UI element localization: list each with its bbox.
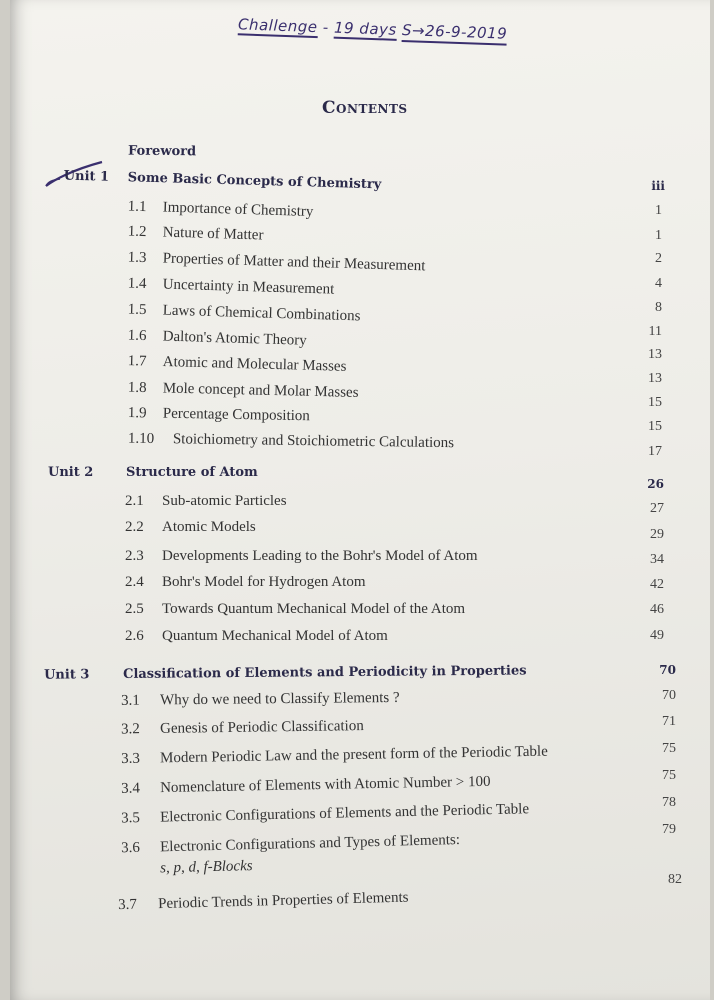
section-page-number: 79 [662,822,676,837]
section-title: Atomic Models [162,519,256,535]
section-title: Sub-atomic Particles [162,493,287,509]
section-number: 1.3 [127,249,147,267]
unit-2-page-number: 26 [647,477,664,491]
section-number: 3.7 [117,896,138,914]
unit-1-page-number: 1 [655,203,662,218]
toc-row-unit-2[interactable] [10,465,710,487]
foreword-page-number: iii [651,179,665,193]
section-title: Genesis of Periodic Classification [159,718,364,737]
toc-row-foreword[interactable] [10,142,710,171]
section-number: 3.4 [120,780,141,797]
section-page-number: 15 [648,395,662,410]
section-title: Nature of Matter [162,224,264,244]
section-title: Quantum Mechanical Model of Atom [162,628,388,644]
unit-3-page-number: 70 [659,663,676,677]
section-page-number: 11 [648,324,662,339]
section-title: Dalton's Atomic Theory [162,328,307,349]
section-title: Laws of Chemical Combinations [162,302,361,325]
section-page-number: 8 [655,300,662,315]
section-page-number: 13 [648,371,662,386]
section-page-number: 75 [662,768,676,783]
section-page-number: 4 [655,276,662,291]
section-number: 1.8 [127,379,147,397]
toc-row-3-7[interactable] [10,882,710,922]
unit-2-label: Unit 2 [48,465,94,480]
section-page-number: 49 [650,628,664,643]
section-page-number: 2 [655,251,662,266]
section-number: 1.5 [127,301,147,319]
section-title: Towards Quantum Mechanical Model of the Atom [162,601,466,617]
section-title: Atomic and Molecular Masses [162,354,347,375]
section-number: 3.5 [120,810,141,827]
section-title: Electronic Configurations and Types of Elements: [159,832,461,856]
section-number: 1.7 [127,353,147,370]
section-number: 1.9 [127,405,147,422]
toc-row-2-1[interactable] [10,493,710,515]
section-number: 2.6 [125,628,144,644]
section-title: Importance of Chemistry [162,199,314,221]
section-page-number: 71 [662,714,676,729]
section-title: Stoichiometry and Stoichiometric Calculations [172,431,455,452]
section-title: Percentage Composition [162,405,311,425]
section-number: 1.10 [127,430,155,448]
handwritten-days: 19 days [333,18,398,39]
section-title: Why do we need to Classify Elements ? [159,689,400,709]
section-number: 3.3 [120,750,141,768]
unit-3-title: Classification of Elements and Periodicity in Properties [122,663,527,683]
section-title: Uncertainty in Measurement [162,276,335,298]
section-page-number: 1 [655,228,662,243]
toc-row-3-1[interactable] [10,687,710,716]
page-title: Contents [322,98,408,118]
handwritten-range: S→26-9-2019 [402,21,508,46]
toc-row-unit-3[interactable] [10,662,710,690]
handwritten-dash: - [322,18,330,37]
toc-row-3-2[interactable] [10,713,710,745]
section-page-number: 27 [650,501,664,516]
section-title-continued: s, p, d, f-Blocks [159,858,253,877]
unit-3-label: Unit 3 [43,667,90,683]
section-title: Bohr's Model for Hydrogen Atom [162,574,366,590]
section-title: Properties of Matter and their Measurement [162,250,426,275]
section-page-number: 29 [650,527,664,542]
section-number: 1.2 [127,223,147,241]
toc-row-2-4[interactable] [10,574,710,596]
toc-row-3-3[interactable] [10,741,710,775]
section-title: Modern Periodic Law and the present form of the Periodic Table [159,743,548,767]
section-number: 1.1 [127,198,147,216]
section-page-number: 46 [650,602,664,617]
section-title: Periodic Trends in Properties of Elements [157,889,409,913]
section-title: Nomenclature of Elements with Atomic Number > 100 [159,773,491,797]
unit-1-title: Some Basic Concepts of Chemistry [127,170,382,193]
section-page-number: 13 [648,347,662,362]
section-number: 3.2 [120,721,140,738]
section-number: 1.6 [127,327,147,345]
section-title: Electronic Configurations of Elements and the Periodic Table [159,801,530,826]
section-number: 2.5 [125,601,144,617]
toc-row-2-5[interactable] [10,601,710,623]
section-number: 2.1 [125,493,144,509]
toc-row-2-6[interactable] [10,628,710,650]
toc-row-2-2[interactable] [10,519,710,541]
handwritten-note [238,15,508,42]
section-page-number: 78 [662,795,676,810]
section-number: 3.6 [120,839,141,857]
section-title: Mole concept and Molar Masses [162,380,359,401]
handwritten-word: Challenge [237,15,318,37]
section-number: 2.2 [125,519,144,535]
section-title: Developments Leading to the Bohr's Model of Atom [162,548,478,564]
section-page-number: 34 [650,552,664,567]
toc-row-2-3[interactable] [10,548,710,570]
unit-2-title: Structure of Atom [126,465,258,480]
section-number: 2.4 [125,574,144,590]
section-page-number: 82 [668,872,682,887]
section-page-number: 70 [662,688,676,703]
section-page-number: 75 [662,741,676,756]
foreword-title: Foreword [127,143,197,160]
section-number: 1.4 [127,275,147,293]
section-page-number: 17 [648,444,662,459]
section-number: 3.1 [120,692,140,709]
section-page-number: 42 [650,577,664,592]
section-number: 2.3 [125,548,144,564]
section-page-number: 15 [648,419,662,434]
unit-1-label: Unit 1 [63,168,110,185]
book-page [10,0,710,1000]
